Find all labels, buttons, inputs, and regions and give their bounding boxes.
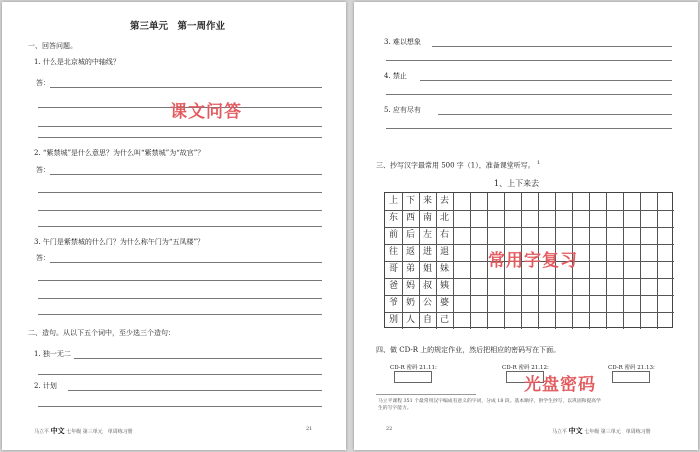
answer-line[interactable] [74, 358, 322, 359]
grid-character: 进 [422, 247, 432, 257]
section3-heading [376, 159, 540, 170]
page-number: 22 [386, 426, 393, 432]
cd-code-label-1: CD-R 密码 21.11: [390, 365, 437, 371]
overlay-label-common-chars: 常用字复习 [488, 251, 578, 271]
grid-character: 上 [388, 196, 398, 206]
answer-line[interactable] [38, 210, 322, 211]
grid-character: 人 [405, 315, 415, 325]
sentence-item-3: 3. 难以想象 [384, 38, 421, 46]
answer-line[interactable] [50, 174, 322, 175]
grid-character: 爸 [388, 281, 398, 291]
answer-line[interactable] [38, 406, 322, 407]
right-page [354, 2, 698, 450]
grid-character: 南 [422, 213, 432, 223]
answer-line[interactable] [38, 314, 322, 315]
footnote-mark: 1 [537, 160, 541, 166]
footnote-rule [376, 394, 476, 395]
answer-line[interactable] [50, 87, 322, 88]
footer-brand: 中文 [50, 426, 65, 435]
section1-heading: 一、回答问题。 [28, 42, 77, 50]
footer-suffix: 七年级 第三单元 单周练习册 [66, 429, 133, 435]
footer-prefix: 马立平 [552, 429, 568, 435]
grid-character: 返 [405, 247, 415, 257]
answer-line[interactable] [38, 374, 322, 375]
page-number: 21 [306, 426, 313, 432]
grid-character: 叔 [422, 281, 432, 291]
grid-character: 北 [439, 213, 449, 223]
left-page [2, 2, 346, 450]
grid-character: 退 [439, 247, 449, 257]
answer-line[interactable] [438, 114, 672, 115]
answer-line[interactable] [386, 94, 672, 95]
cd-code-label-3: CD-R 密码 21.13: [608, 365, 655, 371]
grid-character: 下 [405, 196, 415, 206]
grid-character: 姨 [439, 281, 449, 291]
grid-character: 己 [439, 315, 449, 325]
cd-code-box-1[interactable] [394, 371, 432, 383]
footer-left [34, 426, 133, 436]
grid-character: 往 [388, 247, 398, 257]
grid-character: 西 [405, 213, 415, 223]
grid-character: 姐 [422, 264, 432, 274]
footer-right [552, 426, 651, 436]
sentence-item-5: 5. 应有尽有 [384, 106, 421, 114]
footer-prefix: 马立平 [34, 429, 50, 435]
grid-character: 婆 [439, 298, 449, 308]
section2-heading: 二、造句。从以下五个词中，至少选三个造句： [28, 329, 175, 337]
answer-line[interactable] [386, 60, 672, 61]
answer-line[interactable] [38, 137, 322, 138]
grid-character: 哥 [388, 264, 398, 274]
grid-character: 爷 [388, 298, 398, 308]
answer-label-3: 答： [36, 254, 50, 262]
question-1: 1. 什么是北京城的中轴线？ [34, 58, 120, 66]
section4-heading: 四、做 CD-R 上的规定作业，然后把相应的密码写在下面。 [376, 346, 561, 354]
footnote [378, 398, 601, 412]
answer-line[interactable] [38, 192, 322, 193]
cd-code-box-3[interactable] [612, 371, 650, 383]
sentence-item-1: 1. 独一无二 [34, 350, 71, 358]
overlay-label-lesson-qa: 课文问答 [170, 102, 242, 122]
grid-character: 妹 [439, 264, 449, 274]
grid-character: 去 [439, 196, 449, 206]
footnote-line-1: 马立平课程 351 个最常用汉字编成有意义的字词，分成 18 段。基本顺序，供学生抄写，以巩固和提高学 [378, 399, 601, 404]
sentence-item-4: 4. 禁止 [384, 72, 407, 80]
sentence-item-2: 2. 计划 [34, 382, 57, 390]
grid-character: 左 [422, 230, 432, 240]
question-2: 2. “紫禁城”是什么意思？为什么叫“紫禁城”为“故宫”？ [34, 149, 205, 157]
page-title: 第三单元 第一周作业 [130, 21, 226, 32]
grid-character: 来 [422, 196, 432, 206]
grid-character: 自 [422, 315, 432, 325]
answer-label-1: 答： [36, 79, 50, 87]
answer-label-2: 答： [36, 166, 50, 174]
answer-line[interactable] [386, 128, 672, 129]
answer-line[interactable] [38, 126, 322, 127]
grid-character: 弟 [405, 264, 415, 274]
overlay-label-cd-password: 光盘密码 [524, 375, 596, 395]
cd-code-label-2: CD-R 密码 21.12: [502, 365, 549, 371]
footer-brand: 中文 [568, 426, 583, 435]
answer-line[interactable] [38, 226, 322, 227]
question-3: 3. 午门是紫禁城的什么门？为什么称午门为“五凤楼”？ [34, 238, 205, 246]
grid-character: 右 [439, 230, 449, 240]
answer-line[interactable] [432, 46, 672, 47]
grid-character: 前 [388, 230, 398, 240]
grid-character: 后 [405, 230, 415, 240]
footnote-line-2: 生的写字能力。 [378, 406, 412, 411]
grid-character: 别 [388, 315, 398, 325]
answer-line[interactable] [38, 280, 322, 281]
answer-line[interactable] [38, 298, 322, 299]
answer-line[interactable] [50, 262, 322, 263]
answer-line[interactable] [420, 80, 672, 81]
grid-character: 奶 [405, 298, 415, 308]
grid-title: 1、上下来去 [494, 179, 540, 188]
footer-suffix: 七年级 第三单元 单周练习册 [584, 429, 651, 435]
section3-heading-text: 三、抄写汉字最常用 500 字（1），准备课堂听写。 [376, 161, 535, 170]
grid-character: 公 [422, 298, 432, 308]
answer-line[interactable] [68, 390, 322, 391]
grid-character: 东 [388, 213, 398, 223]
grid-character: 妈 [405, 281, 415, 291]
